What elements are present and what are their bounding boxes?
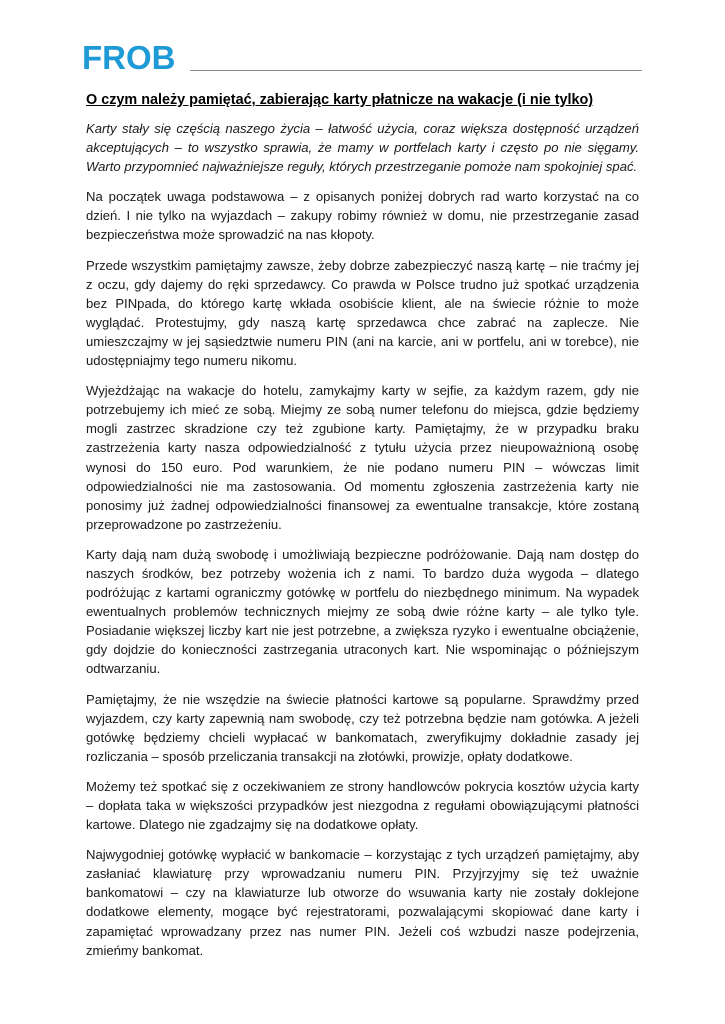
header-rule	[190, 70, 642, 71]
article-paragraph: Możemy też spotkać się z oczekiwaniem ze strony handlowców pokrycia kosztów użycia karty – dopłata taka w większości przypadków jest niezgodna z regułami obowiązującymi płatności kartowe. Dlatego nie zgadzajmy się na dodatkowe opłaty.	[86, 778, 639, 833]
article-paragraph: Karty dają nam dużą swobodę i umożliwiają bezpieczne podróżowanie. Dają nam dostęp do naszych środków, bez potrzeby wożenia ich z nami. To bardzo duża wygoda – dlatego podróżując z kartami ograniczmy gotówkę w portfelu do niezbędnego minimum. Na wypadek ewentualnych problemów technicznych miejmy ze sobą dwie różne karty – ale tylko tyle. Posiadanie większej liczby kart nie jest potrzebne, a zwiększa ryzyko i ewentualne obciążenie, gdy dojdzie do konieczności zastrzegania utraconych kart. Nie wspominając o późniejszym odtwarzaniu.	[86, 546, 639, 677]
article-paragraph: Na początek uwaga podstawowa – z opisanych poniżej dobrych rad warto korzystać na co dzień. I nie tylko na wyjazdach – zakupy robimy również w domu, nie przestrzeganie zasad bezpieczeństwa może sprowadzić na nas kłopoty.	[86, 189, 639, 243]
article-body	[86, 91, 639, 971]
article-lead: Karty stały się częścią naszego życia – łatwość użycia, coraz większa dostępność urządzeń akceptujących – to wszystko sprawia, że mamy w portfelach karty i często po nie sięgamy. Warto przypomnieć najważniejsze reguły, których przestrzeganie pomoże nam spokojniej spać.	[86, 121, 639, 175]
page-header	[82, 39, 642, 76]
article-paragraph: Wyjeżdżając na wakacje do hotelu, zamykajmy karty w sejfie, za każdym razem, gdy nie potrzebujemy ich mieć ze sobą. Miejmy ze sobą numer telefonu do miejsca, gdzie będziemy mogli zastrzec skradzione czy też zgubione karty. Pamiętajmy, że w przypadku braku zastrzeżenia karty nasza odpowiedzialność z tytułu użycia przez nieupoważnioną osobę wynosi do 150 euro. Pod warunkiem, że nie podano numeru PIN – wówczas limit odpowiedzialności nie ma zastosowania. Od momentu zgłoszenia zastrzeżenia karty nie ponosimy już żadnej odpowiedzialności finansowej za ewentualne transakcje, które zostaną przeprowadzone po zastrzeżeniu.	[86, 383, 639, 532]
article-paragraph: Najwygodniej gotówkę wypłacić w bankomacie – korzystając z tych urządzeń pamiętajmy, aby zasłaniać klawiaturę przy wprowadzaniu numeru PIN. Przyjrzyjmy się też uważnie bankomatowi – czy na klawiaturze lub otworze do wsuwania karty nie zostały doklejone dodatkowe elementy, mogące być rejestratorami, pozwalającymi skopiować dane karty i zapamiętać wprowadzany przez nas numer PIN. Jeżeli coś wzbudzi nasze podejrzenia, zmieńmy bankomat.	[86, 847, 639, 958]
article-title: O czym należy pamiętać, zabierając karty płatnicze na wakacje (i nie tylko)	[86, 92, 594, 108]
article-paragraph: Pamiętajmy, że nie wszędzie na świecie płatności kartowe są popularne. Sprawdźmy przed wyjazdem, czy karty zapewnią nam swobodę, czy też potrzebna będzie nam gotówka. A jeżeli gotówkę będziemy chcieli wypłacać w bankomatach, zweryfikujmy dokładnie zasady jej rozliczania – sposób przeliczania transakcji na złotówki, prowizje, opłaty dodatkowe.	[86, 691, 639, 764]
frob-logo: FROB	[82, 39, 176, 76]
article-paragraph: Przede wszystkim pamiętajmy zawsze, żeby dobrze zabezpieczyć naszą kartę – nie traćmy jej z oczu, gdy dajemy do ręki sprzedawcy. Co prawda w Polsce trudno już spotkać urządzenia bez PINpada, do którego kartę wkłada osobiście klient, ale na świecie różnie to może wyglądać. Protestujmy, gdy naszą kartę sprzedawca chce zabrać na zaplecze. Nie umieszczajmy w jej sąsiedztwie numeru PIN (ani na karcie, ani w portfelu, ani w torebce), nie udostępniajmy tego numeru nikomu.	[86, 257, 639, 369]
